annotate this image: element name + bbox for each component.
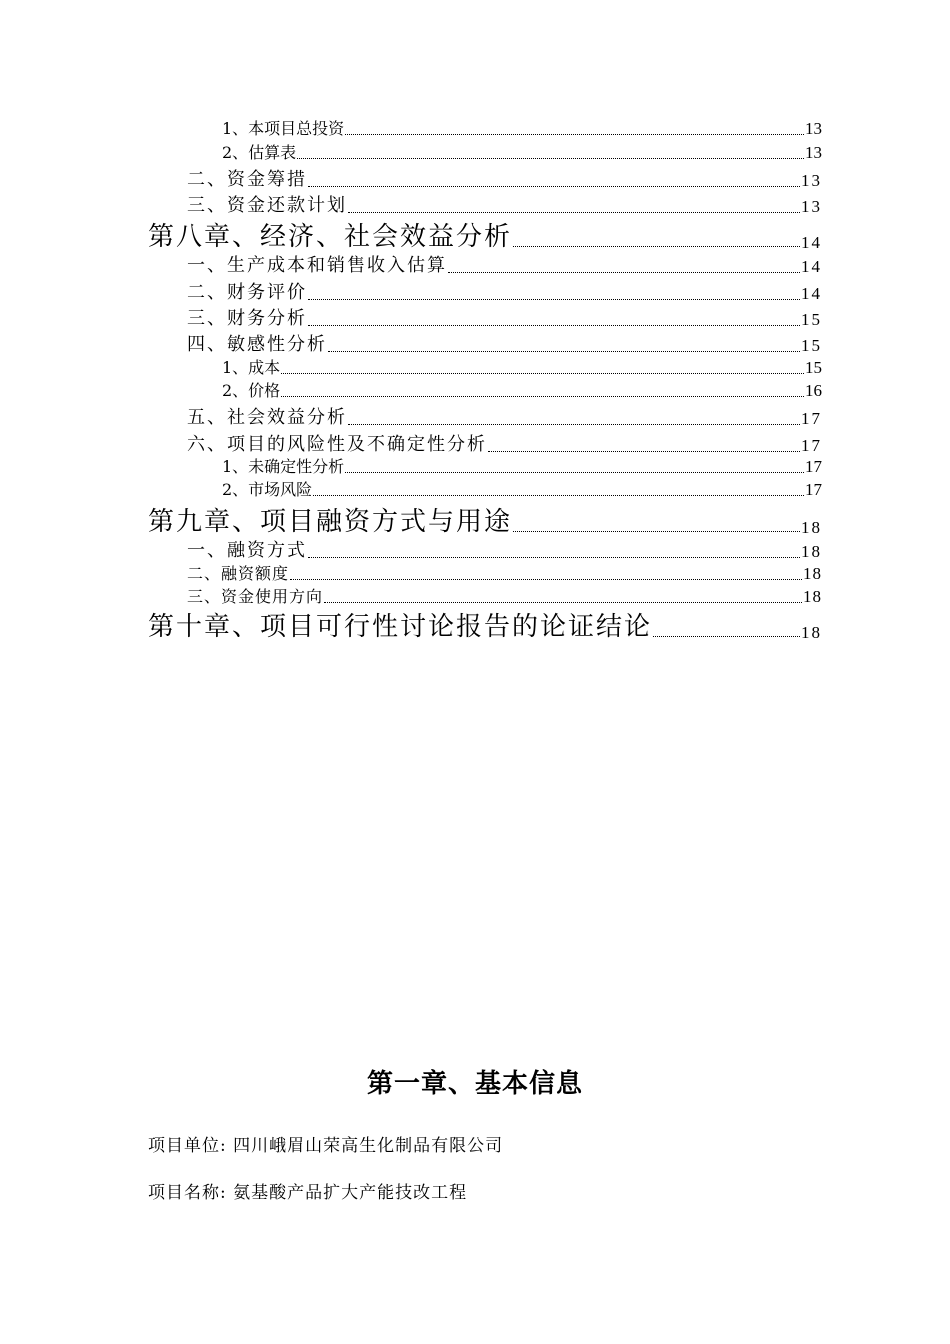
toc-entry-label: 1、成本 [222,358,281,377]
toc-page-number: 18 [801,518,822,537]
toc-entry-label: 二、财务评价 [187,282,307,303]
chapter-title: 第一章、基本信息 [366,1069,583,1099]
toc-entry-label: 2、市场风险 [222,480,313,499]
toc-leader [348,424,800,425]
toc-entry-label: 1、未确定性分析 [222,457,345,476]
toc-entry-label: 一、生产成本和销售收入估算 [187,255,447,276]
toc-entry-label: 1、本项目总投资 [222,119,345,138]
toc-leader [281,396,804,397]
project-unit-label: 项目单位: [148,1136,227,1156]
toc-entry[interactable] [187,561,822,584]
toc-entry[interactable] [222,140,822,163]
toc-entry-label: 三、财务分析 [187,308,307,329]
toc-page-number: 17 [805,457,822,476]
toc-entry[interactable] [187,191,822,217]
toc-page-number: 18 [803,564,822,583]
toc-leader [297,158,804,159]
toc-page-number: 13 [805,143,822,162]
toc-leader [488,451,800,452]
toc-leader [308,186,800,187]
toc-page-number: 18 [803,587,822,606]
toc-entry-chapter[interactable] [148,606,822,643]
toc-page-number: 13 [801,171,822,190]
toc-entry[interactable] [222,378,822,401]
toc-page-number: 15 [801,310,822,329]
toc-page-number: 18 [801,623,822,642]
project-name-line [148,1178,467,1203]
project-name-value: 氨基酸产品扩大产能技改工程 [233,1183,468,1203]
toc-leader [345,472,804,473]
toc-page-number: 13 [801,197,822,216]
toc-page-number: 17 [805,480,822,499]
toc-leader [290,579,802,580]
toc-entry[interactable] [222,454,822,477]
toc-leader [328,351,800,352]
toc-entry[interactable] [187,251,822,277]
toc-entry[interactable] [222,116,822,139]
toc-page-number: 17 [801,436,822,455]
toc-entry-label: 四、敏感性分析 [187,334,327,355]
toc-leader [513,531,800,532]
toc-entry[interactable] [222,477,822,500]
toc-entry-label: 第十章、项目可行性讨论报告的论证结论 [148,612,653,642]
toc-leader [513,246,800,247]
toc-entry-label: 一、融资方式 [187,540,307,561]
toc-leader [448,272,800,273]
toc-entry-label: 六、项目的风险性及不确定性分析 [187,434,487,455]
toc-page-number: 14 [801,257,822,276]
toc-entry-label: 五、社会效益分析 [187,407,347,428]
toc-entry[interactable] [187,278,822,304]
toc-leader [308,325,800,326]
toc-page-number: 16 [805,381,822,400]
toc-page-number: 18 [801,542,822,561]
toc-leader [345,134,804,135]
toc-leader [281,373,804,374]
toc-leader [348,212,800,213]
toc-leader [313,495,804,496]
toc-entry-label: 2、价格 [222,381,281,400]
project-name-label: 项目名称: [148,1183,227,1203]
toc-entry[interactable] [187,536,822,562]
toc-entry-label: 第八章、经济、社会效益分析 [148,222,513,252]
toc-page-number: 15 [801,336,822,355]
toc-leader [653,636,800,637]
toc-entry-label: 2、估算表 [222,143,297,162]
toc-entry-chapter[interactable] [148,501,822,538]
toc-page-number: 15 [805,358,822,377]
toc-entry[interactable] [187,430,822,456]
toc-entry[interactable] [187,403,822,429]
toc-entry[interactable] [222,355,822,378]
toc-leader [308,299,800,300]
toc-entry-label: 二、资金筹措 [187,169,307,190]
toc-page-number: 14 [801,284,822,303]
toc-leader [308,557,800,558]
toc-entry[interactable] [187,330,822,356]
toc-entry-label: 二、融资额度 [187,564,290,583]
project-unit-value: 四川峨眉山荣高生化制品有限公司 [233,1136,504,1156]
toc-entry[interactable] [187,165,822,191]
toc-page-number: 17 [801,409,822,428]
toc-entry-label: 三、资金还款计划 [187,195,347,216]
toc-entry-label: 三、资金使用方向 [187,587,324,606]
toc-page-number: 14 [801,233,822,252]
project-unit-line [148,1131,503,1156]
toc-page-number: 13 [805,119,822,138]
toc-entry-label: 第九章、项目融资方式与用途 [148,507,513,537]
toc-leader [324,602,802,603]
toc-entry[interactable] [187,584,822,607]
toc-entry-chapter[interactable] [148,216,822,253]
toc-entry[interactable] [187,304,822,330]
